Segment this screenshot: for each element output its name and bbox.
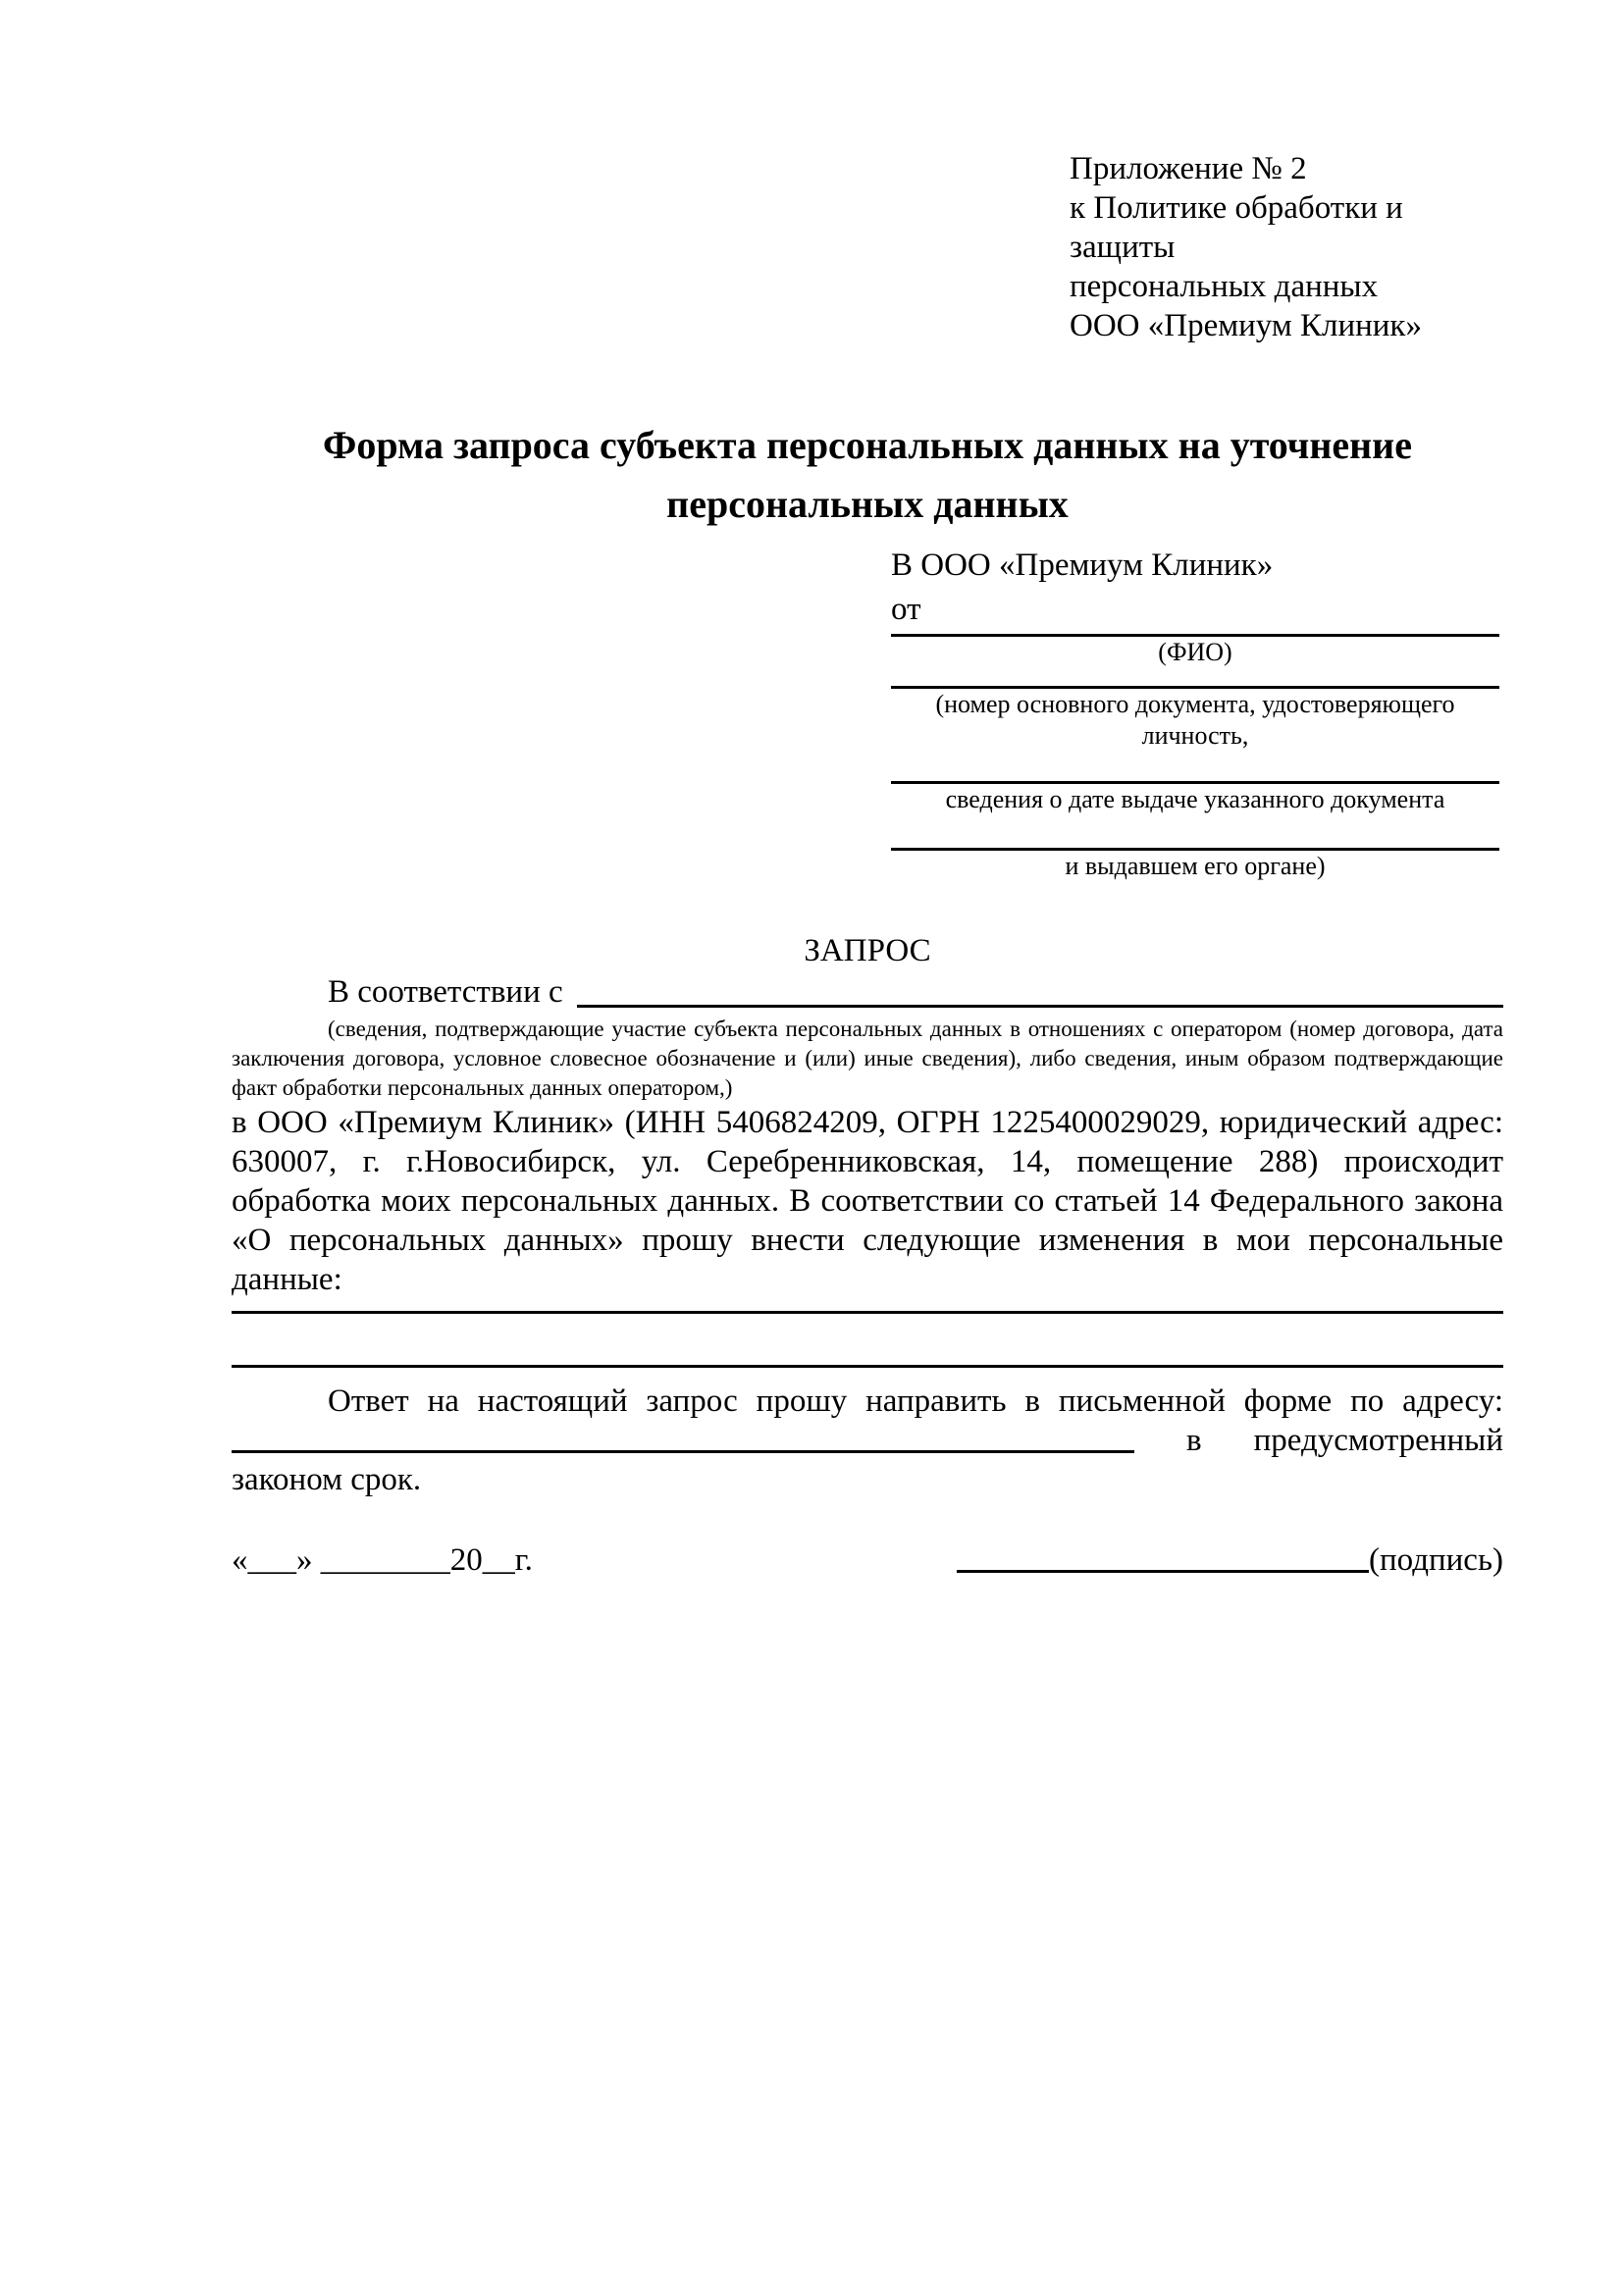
basis-prefix: В соответствии с [328,974,563,1010]
issuing-authority-input-line[interactable] [891,815,1499,851]
appendix-line: Приложение № 2 [1070,151,1307,186]
date-field[interactable]: «___» ________20__г. [232,1542,533,1578]
issue-date-field [891,752,1499,815]
request-heading: ЗАПРОС [804,933,931,968]
address-input-line[interactable] [232,1421,1134,1453]
basis-input-line[interactable] [577,975,1503,1008]
appendix-line: ООО «Премиум Клиник» [1070,308,1422,343]
form-title-line-2: персональных данных [666,482,1069,526]
reply-line-3: законом срок. [232,1462,422,1497]
fio-label: (ФИО) [1158,638,1232,666]
document-number-input-line[interactable] [891,668,1499,689]
reply-line-1: Ответ на настоящий запрос прошу направить в письменной форме по адресу: [328,1383,1503,1419]
appendix-line: к Политике обработки и защиты [1070,190,1403,265]
addressee-from: от [891,592,921,627]
issue-date-input-line[interactable] [891,752,1499,784]
reply-word-tail: предусмотренный [1253,1423,1503,1458]
issuing-authority-field [891,815,1499,882]
fio-field [891,632,1499,668]
document-number-field [891,668,1499,752]
changes-input-line-2[interactable] [232,1314,1503,1368]
document-number-label: (номер основного документа, удостоверяющего личность, [935,690,1455,750]
basis-note: (сведения, подтверждающие участие субъекта персональных данных в отношениях с оператором (номер договора, дата заключения договора, условное словесное обозначение и (или) иные сведения), либо сведения, иным образом подтверждающие факт обработки персональных данных оператором,) [232,1017,1503,1100]
form-title [232,416,1503,534]
signature-input-line[interactable] [957,1540,1369,1573]
issue-date-label: сведения о дате выдаче указанного документа [945,785,1445,813]
request-body: в ООО «Премиум Клиник» (ИНН 5406824209, ОГРН 1225400029029, юридический адрес: 630007, г. г.Новосибирск, ул. Серебренниковская, 14, помещение 288) происходит обработка моих персональных данных. В соответствии со статьей 14 Федерального закона «О персональных данных» прошу внести следующие изменения в мои персональные данные: [232,1105,1503,1297]
changes-input-line-1[interactable] [232,1301,1503,1314]
basis-line [232,970,1503,1015]
reply-line-2 [232,1421,1503,1460]
issuing-authority-label: и выдавшем его органе) [1065,852,1326,880]
appendix-header [1070,149,1503,345]
appendix-line: персональных данных [1070,269,1379,304]
reply-word-in: в [1186,1423,1202,1458]
signature-block [957,1540,1503,1580]
signature-label: (подпись) [1369,1542,1503,1578]
footer-row [232,1540,1503,1580]
addressee-to: В ООО «Премиум Клиник» [891,548,1274,583]
addressee-block [891,544,1499,882]
form-title-line-1: Форма запроса субъекта персональных данных на уточнение [323,423,1412,467]
